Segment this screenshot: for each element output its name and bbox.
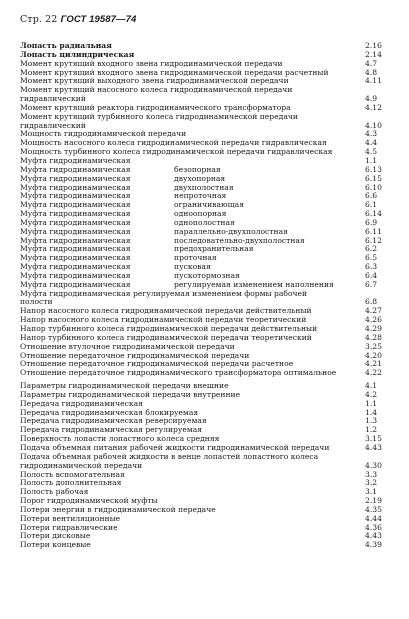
index-reference: 6.11 bbox=[365, 226, 382, 236]
index-term: Муфта гидродинамическая одноопорная bbox=[20, 209, 227, 219]
index-reference: 3.25 bbox=[365, 341, 382, 351]
index-term: Муфта гидродинамическая bbox=[20, 155, 131, 165]
index-reference: 4.30 bbox=[365, 460, 382, 470]
index-entry bbox=[20, 86, 397, 104]
index-reference: 4.29 bbox=[365, 324, 382, 333]
index-reference: 4.11 bbox=[365, 76, 382, 86]
index-term: Момент крутящий выходного звена гидродинамической передачи bbox=[20, 76, 289, 86]
index-term: Полость рабочая bbox=[20, 487, 89, 497]
index-reference: 6.12 bbox=[365, 235, 382, 245]
index-reference: 4.7 bbox=[365, 58, 378, 68]
index-reference: 4.12 bbox=[365, 102, 382, 112]
index-reference: 1.3 bbox=[365, 416, 378, 426]
index-term: Муфта гидродинамическая безопорная bbox=[20, 164, 221, 174]
index-term: Момент крутящий насосного колеса гидродинамической передачи гидравлический bbox=[20, 85, 293, 104]
index-term: Потери энергии в гидродинамической передаче bbox=[20, 504, 216, 514]
index-reference: 4.5 bbox=[365, 147, 378, 157]
index-term: Передача гидродинамическая реверсируемая bbox=[20, 416, 207, 426]
index-term: Порог гидродинамической муфты bbox=[20, 496, 158, 506]
index-reference: 6.3 bbox=[365, 262, 378, 272]
index-reference: 1.2 bbox=[365, 425, 378, 435]
index-entry bbox=[20, 290, 397, 308]
index-term: Напор турбинного колеса гидродинамической передачи теоретический bbox=[20, 332, 312, 342]
index-term: Параметры гидродинамической передачи внешние bbox=[20, 381, 229, 391]
index-reference: 4.36 bbox=[365, 522, 382, 532]
index-term: Мощность турбинного колеса гидродинамической передачи гидравлическая bbox=[20, 147, 333, 157]
index-reference: 1.1 bbox=[365, 398, 378, 408]
index-reference: 4.28 bbox=[365, 332, 382, 342]
index-reference: 4.27 bbox=[365, 306, 382, 316]
index-reference: 2.16 bbox=[365, 41, 382, 50]
index-reference: 4.26 bbox=[365, 315, 382, 325]
index-reference: 4.8 bbox=[365, 67, 378, 77]
index-reference: 6.8 bbox=[365, 297, 378, 307]
index-term: Мощность гидродинамической передачи bbox=[20, 129, 187, 139]
index-term: Лопасть цилиндрическая bbox=[20, 49, 135, 59]
index-reference: 4.44 bbox=[365, 513, 382, 523]
index-reference: 4.1 bbox=[365, 381, 378, 391]
index-term: Подача объемная питания рабочей жидкости гидродинамической передачи bbox=[20, 442, 330, 452]
index-term: Момент крутящий реактора гидродинамического трансформатора bbox=[20, 102, 291, 112]
index-reference: 6.9 bbox=[365, 217, 378, 227]
term-index-list bbox=[20, 42, 397, 550]
index-term: Подача объемная рабочей жидкости в венце лопастей лопастного колеса гидродинамической передачи bbox=[20, 451, 319, 470]
index-reference: 6.10 bbox=[365, 182, 382, 192]
index-reference: 1.1 bbox=[365, 155, 378, 165]
index-term: Передача гидродинамическая bbox=[20, 398, 143, 408]
index-reference: 6.1 bbox=[365, 200, 378, 210]
index-reference: 3.2 bbox=[365, 478, 378, 488]
index-reference: 6.15 bbox=[365, 173, 382, 183]
index-term: Муфта гидродинамическая пускотормозная bbox=[20, 270, 240, 280]
index-reference: 4.35 bbox=[365, 504, 382, 514]
index-term: Отношение передаточное гидродинамического трансформатора оптимальное bbox=[20, 368, 337, 378]
index-term: Мощность насосного колеса гидродинамической передачи гидравлическая bbox=[20, 138, 327, 148]
index-reference: 6.13 bbox=[365, 164, 382, 174]
index-reference: 4.21 bbox=[365, 359, 382, 369]
index-reference: 6.7 bbox=[365, 279, 378, 289]
index-entry bbox=[20, 113, 397, 131]
index-term: Передача гидродинамическая блокируемая bbox=[20, 407, 199, 417]
index-term: Полость дополнительная bbox=[20, 478, 122, 488]
index-reference: 4.9 bbox=[365, 94, 378, 104]
index-reference: 4.4 bbox=[365, 138, 378, 148]
index-reference: 4.39 bbox=[365, 540, 382, 550]
index-reference: 4.2 bbox=[365, 389, 378, 399]
index-term: Отношение передаточное гидродинамической передачи bbox=[20, 350, 250, 360]
index-term: Муфта гидродинамическая регулируемая изменением наполнения bbox=[20, 279, 334, 289]
index-term: Муфта гидродинамическая предохранительная bbox=[20, 244, 254, 254]
index-term: Момент крутящий входного звена гидродинамической передачи расчетный bbox=[20, 67, 329, 77]
index-term: Муфта гидродинамическая пусковая bbox=[20, 262, 211, 272]
index-reference: 4.22 bbox=[365, 368, 382, 378]
index-term: Отношение передаточное гидродинамической передачи расчетное bbox=[20, 359, 294, 369]
index-term: Потери дисковые bbox=[20, 531, 91, 541]
index-entry bbox=[20, 369, 397, 378]
index-reference: 4.20 bbox=[365, 350, 382, 360]
index-entry bbox=[20, 541, 397, 550]
index-reference: 3.3 bbox=[365, 469, 378, 479]
index-term: Отношение втулочное гидродинамической передачи bbox=[20, 341, 235, 351]
index-term: Муфта гидродинамическая непроточная bbox=[20, 191, 227, 201]
index-reference: 2.14 bbox=[365, 49, 382, 59]
index-reference: 3.15 bbox=[365, 434, 382, 444]
index-term: Лопасть радиальная bbox=[20, 41, 112, 50]
index-reference: 6.14 bbox=[365, 209, 382, 219]
index-term: Поверхность лопасти лопастного колеса средняя bbox=[20, 434, 220, 444]
index-reference: 2.19 bbox=[365, 496, 382, 506]
index-reference: 6.5 bbox=[365, 253, 378, 263]
index-term: Момент крутящий турбинного колеса гидродинамической передачи гидравлический bbox=[20, 111, 298, 130]
index-reference: 4.43 bbox=[365, 531, 382, 541]
index-term: Муфта гидродинамическая однополостная bbox=[20, 217, 235, 227]
index-term: Потери гидравлические bbox=[20, 522, 118, 532]
index-reference: 4.3 bbox=[365, 129, 378, 139]
index-term: Муфта гидродинамическая параллельно-двухполостная bbox=[20, 226, 288, 236]
index-term: Передача гидродинамическая регулируемая bbox=[20, 425, 203, 435]
index-term: Муфта гидродинамическая последовательно-двухполостная bbox=[20, 235, 305, 245]
index-term: Полость вспомогательная bbox=[20, 469, 125, 479]
index-reference: 4.10 bbox=[365, 120, 382, 130]
index-reference: 6.2 bbox=[365, 244, 378, 254]
index-term: Муфта гидродинамическая двухполостная bbox=[20, 182, 234, 192]
standard-code: ГОСТ 19587—74 bbox=[60, 14, 137, 25]
page-number: Стр. 22 bbox=[20, 14, 58, 25]
index-term: Потери концевые bbox=[20, 540, 91, 550]
index-reference: 4.43 bbox=[365, 442, 382, 452]
index-reference: 6.6 bbox=[365, 191, 378, 201]
index-term: Муфта гидродинамическая двухопорная bbox=[20, 173, 226, 183]
index-term: Напор турбинного колеса гидродинамической передачи действительный bbox=[20, 324, 318, 333]
index-entry bbox=[20, 453, 397, 471]
page-header bbox=[20, 14, 136, 25]
index-term: Муфта гидродинамическая проточная bbox=[20, 253, 217, 263]
index-term: Потери вентиляционные bbox=[20, 513, 121, 523]
index-term: Муфта гидродинамическая регулируемая изменением формы рабочей полости bbox=[20, 288, 308, 307]
index-term: Момент крутящий входного звена гидродинамической передачи bbox=[20, 58, 283, 68]
index-term: Муфта гидродинамическая ограничивающая bbox=[20, 200, 244, 210]
index-reference: 3.1 bbox=[365, 487, 378, 497]
index-reference: 6.4 bbox=[365, 270, 378, 280]
index-term: Параметры гидродинамической передачи внутренние bbox=[20, 389, 241, 399]
index-reference: 1.4 bbox=[365, 407, 378, 417]
index-term: Напор насосного колеса гидродинамической передачи теоретический bbox=[20, 315, 307, 325]
index-term: Напор насосного колеса гидродинамической передачи действительный bbox=[20, 306, 312, 316]
